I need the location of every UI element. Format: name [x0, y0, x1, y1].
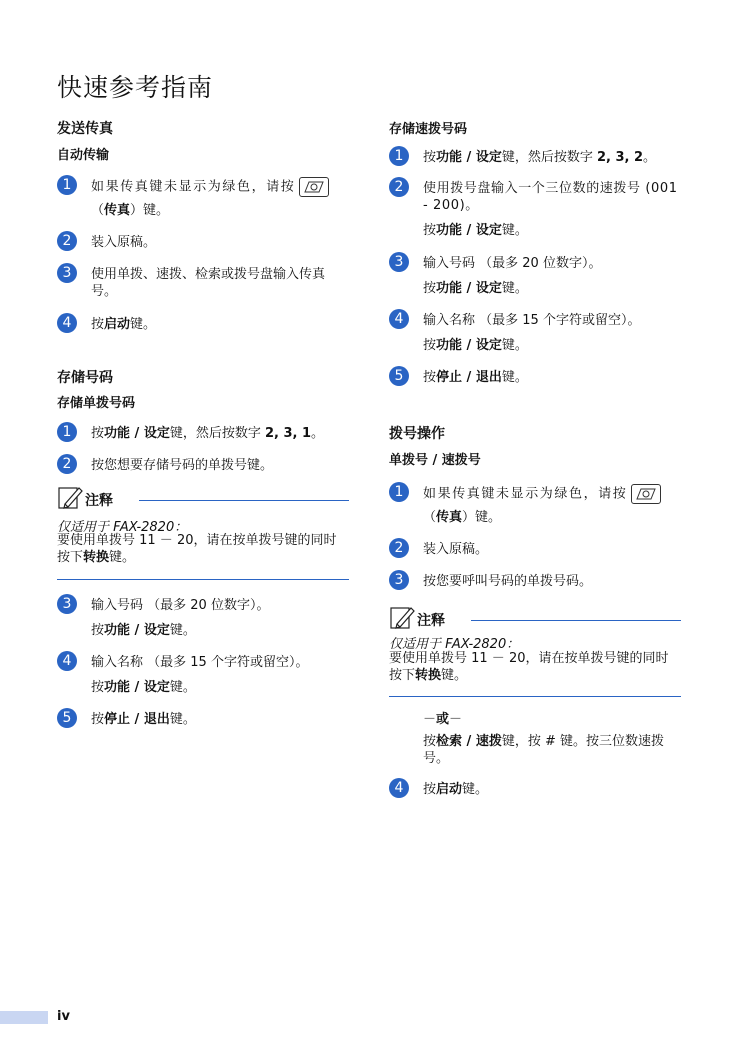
note-pencil-icon	[389, 604, 415, 630]
step-text: 输入号码 （最多 20 位数字）。	[91, 598, 270, 613]
step-number: 4	[57, 651, 77, 671]
step-subtext: 按功能 / 设定键。	[423, 338, 528, 353]
step-item	[389, 252, 681, 300]
step-item	[57, 454, 349, 476]
step-item	[57, 231, 349, 253]
step-text: 按启动键。	[423, 782, 489, 797]
step-number: 2	[389, 538, 409, 558]
step-number: 2	[57, 231, 77, 251]
step-text: 按您要呼叫号码的单拨号码。	[423, 574, 593, 589]
footer-bar	[0, 1011, 48, 1024]
subheading-store-one-touch: 存储单拨号码	[57, 396, 136, 411]
step-item	[389, 778, 681, 800]
step-text: 装入原稿。	[91, 235, 157, 250]
step-text: 输入名称 （最多 15 个字符或留空）。	[423, 313, 641, 328]
note-end-rule	[57, 579, 349, 580]
step-item	[57, 263, 349, 303]
step-text: 如果传真键未显示为绿色，请按	[91, 177, 349, 197]
step-number: 4	[389, 778, 409, 798]
note-pencil-icon	[57, 484, 83, 510]
note-rule	[471, 620, 681, 621]
step-item	[57, 313, 349, 335]
step-number: 1	[57, 422, 77, 442]
note-rule	[139, 500, 349, 501]
step-number: 2	[389, 177, 409, 197]
page-number: iv	[57, 1009, 70, 1024]
step-subtext: 按功能 / 设定键。	[91, 680, 196, 695]
step-number: 1	[57, 175, 77, 195]
step-item	[57, 708, 349, 730]
step-text: 使用单拨、速拨、检索或拨号盘输入传真号。	[91, 267, 326, 299]
step-item	[389, 146, 681, 168]
step-number: 1	[389, 146, 409, 166]
step-subtext: 按功能 / 设定键。	[423, 281, 528, 296]
step-text: 如果传真键未显示为绿色，请按	[423, 484, 681, 504]
step-text: 按功能 / 设定键，然后按数字 2, 3, 1。	[91, 426, 325, 441]
step-item	[57, 422, 349, 444]
section-heading-store-numbers: 存储号码	[57, 370, 113, 386]
step-item	[389, 177, 681, 243]
step-number: 4	[57, 313, 77, 333]
note-header	[57, 484, 349, 512]
search-instruction: 按检索 / 速拨键，按 # 键。按三位数速拨号。	[423, 734, 664, 766]
page-title: 快速参考指南	[57, 73, 214, 102]
step-item	[389, 309, 681, 357]
section-heading-dialing: 拨号操作	[389, 426, 445, 442]
step-item	[57, 174, 349, 222]
subheading-auto-transmit: 自动传输	[57, 148, 110, 163]
step-number: 3	[57, 263, 77, 283]
step-item	[389, 570, 681, 592]
step-number: 3	[389, 570, 409, 590]
fax-key-icon	[631, 484, 661, 504]
step-text-line2: （传真）键。	[423, 510, 502, 525]
step-text-line2: （传真）键。	[91, 203, 170, 218]
step-subtext: 按功能 / 设定键。	[423, 223, 528, 238]
step-text: 按功能 / 设定键，然后按数字 2, 3, 2。	[423, 150, 657, 165]
step-item	[389, 538, 681, 560]
step-number: 5	[57, 708, 77, 728]
subheading-one-touch-speed: 单拨号 / 速拨号	[389, 453, 481, 468]
note-end-rule	[389, 696, 681, 697]
step-item	[57, 651, 349, 699]
step-item	[57, 594, 349, 642]
step-number: 2	[57, 454, 77, 474]
step-subtext: 按功能 / 设定键。	[91, 623, 196, 638]
step-text: 按启动键。	[91, 317, 157, 332]
subheading-store-speed-dial: 存储速拨号码	[389, 122, 468, 137]
step-text: 按停止 / 退出键。	[423, 370, 528, 385]
step-number: 3	[57, 594, 77, 614]
step-number: 3	[389, 252, 409, 272]
fax-key-icon	[299, 177, 329, 197]
step-item	[389, 481, 681, 529]
note-title: 注释	[85, 493, 113, 509]
note-header	[389, 604, 681, 632]
note-body: 要使用单拨号 11 － 20，请在按单拨号键的同时按下转换键。	[389, 651, 669, 683]
section-heading-send-fax: 发送传真	[57, 121, 113, 137]
step-text: 使用拨号盘输入一个三位数的速拨号 (001 - 200)。	[423, 181, 678, 213]
step-text: 装入原稿。	[423, 542, 489, 557]
step-number: 1	[389, 482, 409, 502]
note-body: 要使用单拨号 11 － 20，请在按单拨号键的同时按下转换键。	[57, 533, 337, 565]
or-separator: －或－	[423, 712, 463, 727]
step-number: 5	[389, 366, 409, 386]
note-italic-text: 仅适用于 FAX-2820：	[389, 637, 520, 652]
step-text: 输入名称 （最多 15 个字符或留空）。	[91, 655, 309, 670]
step-text: 按停止 / 退出键。	[91, 712, 196, 727]
step-number: 4	[389, 309, 409, 329]
step-item	[389, 366, 681, 388]
note-title: 注释	[417, 613, 445, 629]
step-text: 输入号码 （最多 20 位数字）。	[423, 256, 602, 271]
note-italic-text: 仅适用于 FAX-2820：	[57, 520, 188, 535]
step-text: 按您想要存储号码的单拨号键。	[91, 458, 274, 473]
